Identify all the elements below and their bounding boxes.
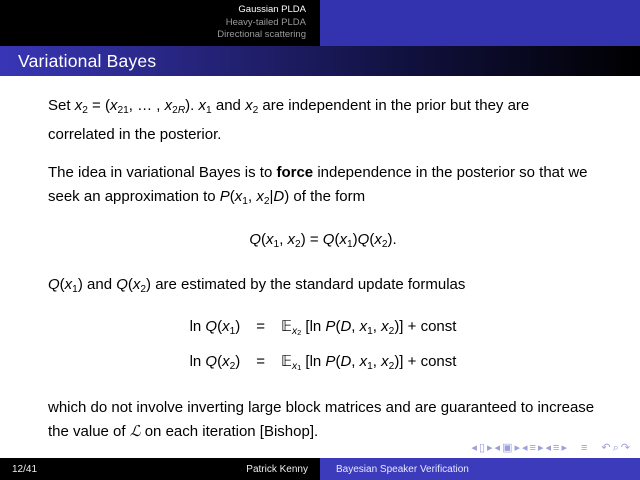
frame-prev-icon[interactable]: ◂ xyxy=(494,442,501,454)
paragraph-block-matrices: which do not involve inverting large block matrices and are guaranteed to increase the value of ℒ on each iteration [Bishop]. xyxy=(48,398,595,440)
top-nav-accent-block xyxy=(320,0,640,46)
slide-title: Variational Bayes xyxy=(18,51,157,71)
footer-right xyxy=(320,458,640,480)
equation-factorization: Q(x1, x2) = Q(x1)Q(x2). xyxy=(249,230,397,250)
back-icon[interactable]: ↶ xyxy=(601,442,611,454)
eq-row1-rel: = xyxy=(256,318,266,336)
equation-update-formulas xyxy=(48,315,598,380)
section-icon[interactable]: ≡ xyxy=(553,442,560,454)
eq-row1-lhs: ln Q(x1) xyxy=(189,318,241,338)
nav-section-gaussian-plda[interactable]: Gaussian PLDA xyxy=(238,4,306,15)
subsection-icon[interactable]: ≡ xyxy=(529,442,536,454)
subsection-next-icon[interactable]: ▸ xyxy=(537,442,544,454)
talk-title: Bayesian Speaker Verification xyxy=(336,463,469,475)
section-next-icon[interactable]: ▸ xyxy=(561,442,567,454)
forward-icon[interactable]: ↷ xyxy=(620,442,630,454)
slide-title-bar xyxy=(0,46,640,76)
footer-left xyxy=(0,458,320,480)
slide-next-icon[interactable]: ▸ xyxy=(487,442,493,454)
top-section-nav xyxy=(0,0,640,46)
slide-icon[interactable]: ▯ xyxy=(478,442,485,454)
frame-next-icon[interactable]: ▸ xyxy=(514,442,520,454)
subsection-prev-icon[interactable]: ◂ xyxy=(522,442,528,454)
nav-section-directional-scattering[interactable]: Directional scattering xyxy=(217,29,306,40)
slide-body xyxy=(0,76,640,458)
eq-row2-lhs: ln Q(x2) xyxy=(189,353,241,372)
frame-icon[interactable]: ▣ xyxy=(502,442,513,454)
page-indicator: 12/41 xyxy=(12,463,38,475)
eq-row1-rhs: 𝔼x$_2$ [ln P(D, x1, x2)] + const xyxy=(281,318,457,338)
section-list xyxy=(0,0,320,46)
search-icon[interactable]: ⌕ xyxy=(612,442,619,454)
eq-row2-rel: = xyxy=(256,353,266,371)
author-name: Patrick Kenny xyxy=(246,463,308,475)
section-prev-icon[interactable]: ◂ xyxy=(545,442,552,454)
paragraph-set-x2: Set x2 = (x21, … , x2R). x1 and x2 are independent in the prior but they are correlated in the posterior. xyxy=(48,97,530,143)
footer xyxy=(0,458,640,480)
slide-prev-icon[interactable]: ◂ xyxy=(471,442,477,454)
eq-row2-rhs: 𝔼x$_1$ [ln P(D, x1, x2)] + const xyxy=(281,353,457,372)
presentation-icon[interactable]: ≡ xyxy=(580,442,588,454)
beamer-navigation-symbols xyxy=(471,442,630,454)
nav-section-heavy-tailed-plda[interactable]: Heavy-tailed PLDA xyxy=(225,16,306,28)
paragraph-standard-update: Q(x1) and Q(x2) are estimated by the standard update formulas xyxy=(48,275,466,295)
paragraph-idea-vb: The idea in variational Bayes is to force independence in the posterior so that we seek an approximation to P(x1, x2|D) of the form xyxy=(48,163,588,207)
